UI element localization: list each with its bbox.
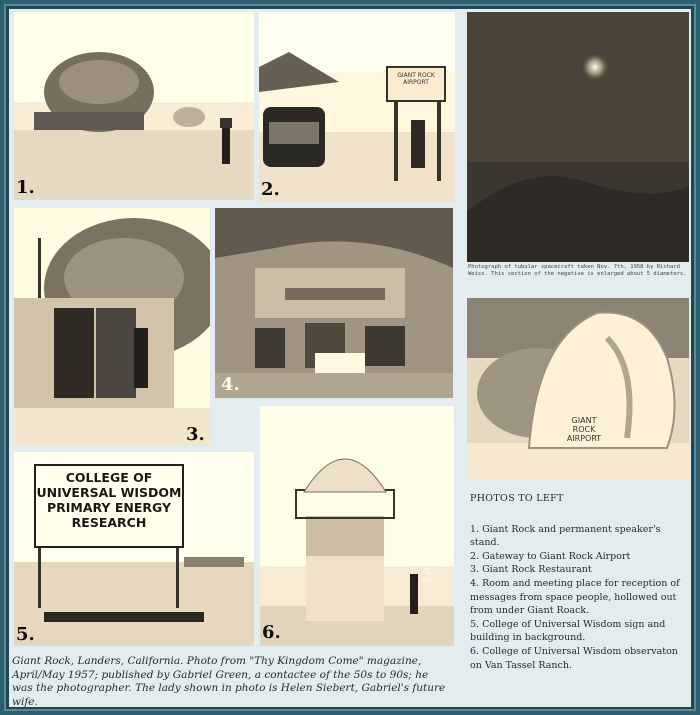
photo-college-sign (14, 452, 254, 646)
college-sign (34, 464, 184, 548)
captions-heading: PHOTOS TO LEFT (470, 493, 564, 504)
watermark: Labyrinthina.com (420, 468, 435, 582)
photo-captions (470, 492, 688, 672)
rock-label-airport: AIRPORT (566, 434, 602, 443)
rock-label-giant: GIANT (571, 416, 597, 425)
photo-number: 3. (186, 424, 205, 445)
caption-item-6: 6. College of Universal Wisdom observaton on Van Tassel Ranch. (470, 645, 678, 671)
caption-item-2: 2. Gateway to Giant Rock Airport (470, 550, 631, 562)
caption-item-1: 1. Giant Rock and permanent speaker's stand. (470, 523, 661, 549)
rock-label-rock: ROCK (572, 425, 596, 434)
spacecraft-caption: Photograph of tubular spacecraft taken Nov. 7th, 1958 by Richard Weiss. This section of the negative is enlarged about 5 diameters. (468, 264, 687, 277)
caption-item-3: 3. Giant Rock Restaurant (470, 564, 592, 576)
photo-number: 1. (16, 177, 35, 198)
photo-giant-rock (14, 12, 254, 200)
photo-number: 4. (221, 374, 240, 395)
airport-sign-text: GIANT ROCK AIRPORT (397, 72, 435, 86)
photo-giant-rock-airport (467, 298, 689, 480)
sign-line-2: UNIVERSAL WISDOM (36, 485, 182, 500)
main-caption: Giant Rock, Landers, California. Photo from "Thy Kingdom Come" magazine, April/May 1957; published by Gabriel Green, a contactee of the 50s to 90s; he was the photographer. The lady shown in photo is Helen Siebert, Gabriel's future wife. (12, 655, 446, 708)
photo-number: 5. (16, 624, 35, 645)
photo-spacecraft-night (467, 12, 689, 262)
sign-line-1: COLLEGE OF (65, 470, 153, 485)
photo-number: 2. (261, 179, 280, 200)
photo-restaurant (14, 208, 210, 446)
caption-item-5: 5. College of Universal Wisdom sign and building in background. (470, 618, 666, 644)
sign-line-4: RESEARCH (71, 515, 147, 530)
photo-number: 6. (262, 622, 281, 643)
sign-line-3: PRIMARY ENERGY (46, 500, 172, 515)
photo-meeting-room (215, 208, 453, 398)
photo-airport-gateway (259, 12, 455, 202)
caption-item-4: 4. Room and meeting place for reception of messages from space people, hollowed out from under Giant Roack. (470, 577, 680, 617)
